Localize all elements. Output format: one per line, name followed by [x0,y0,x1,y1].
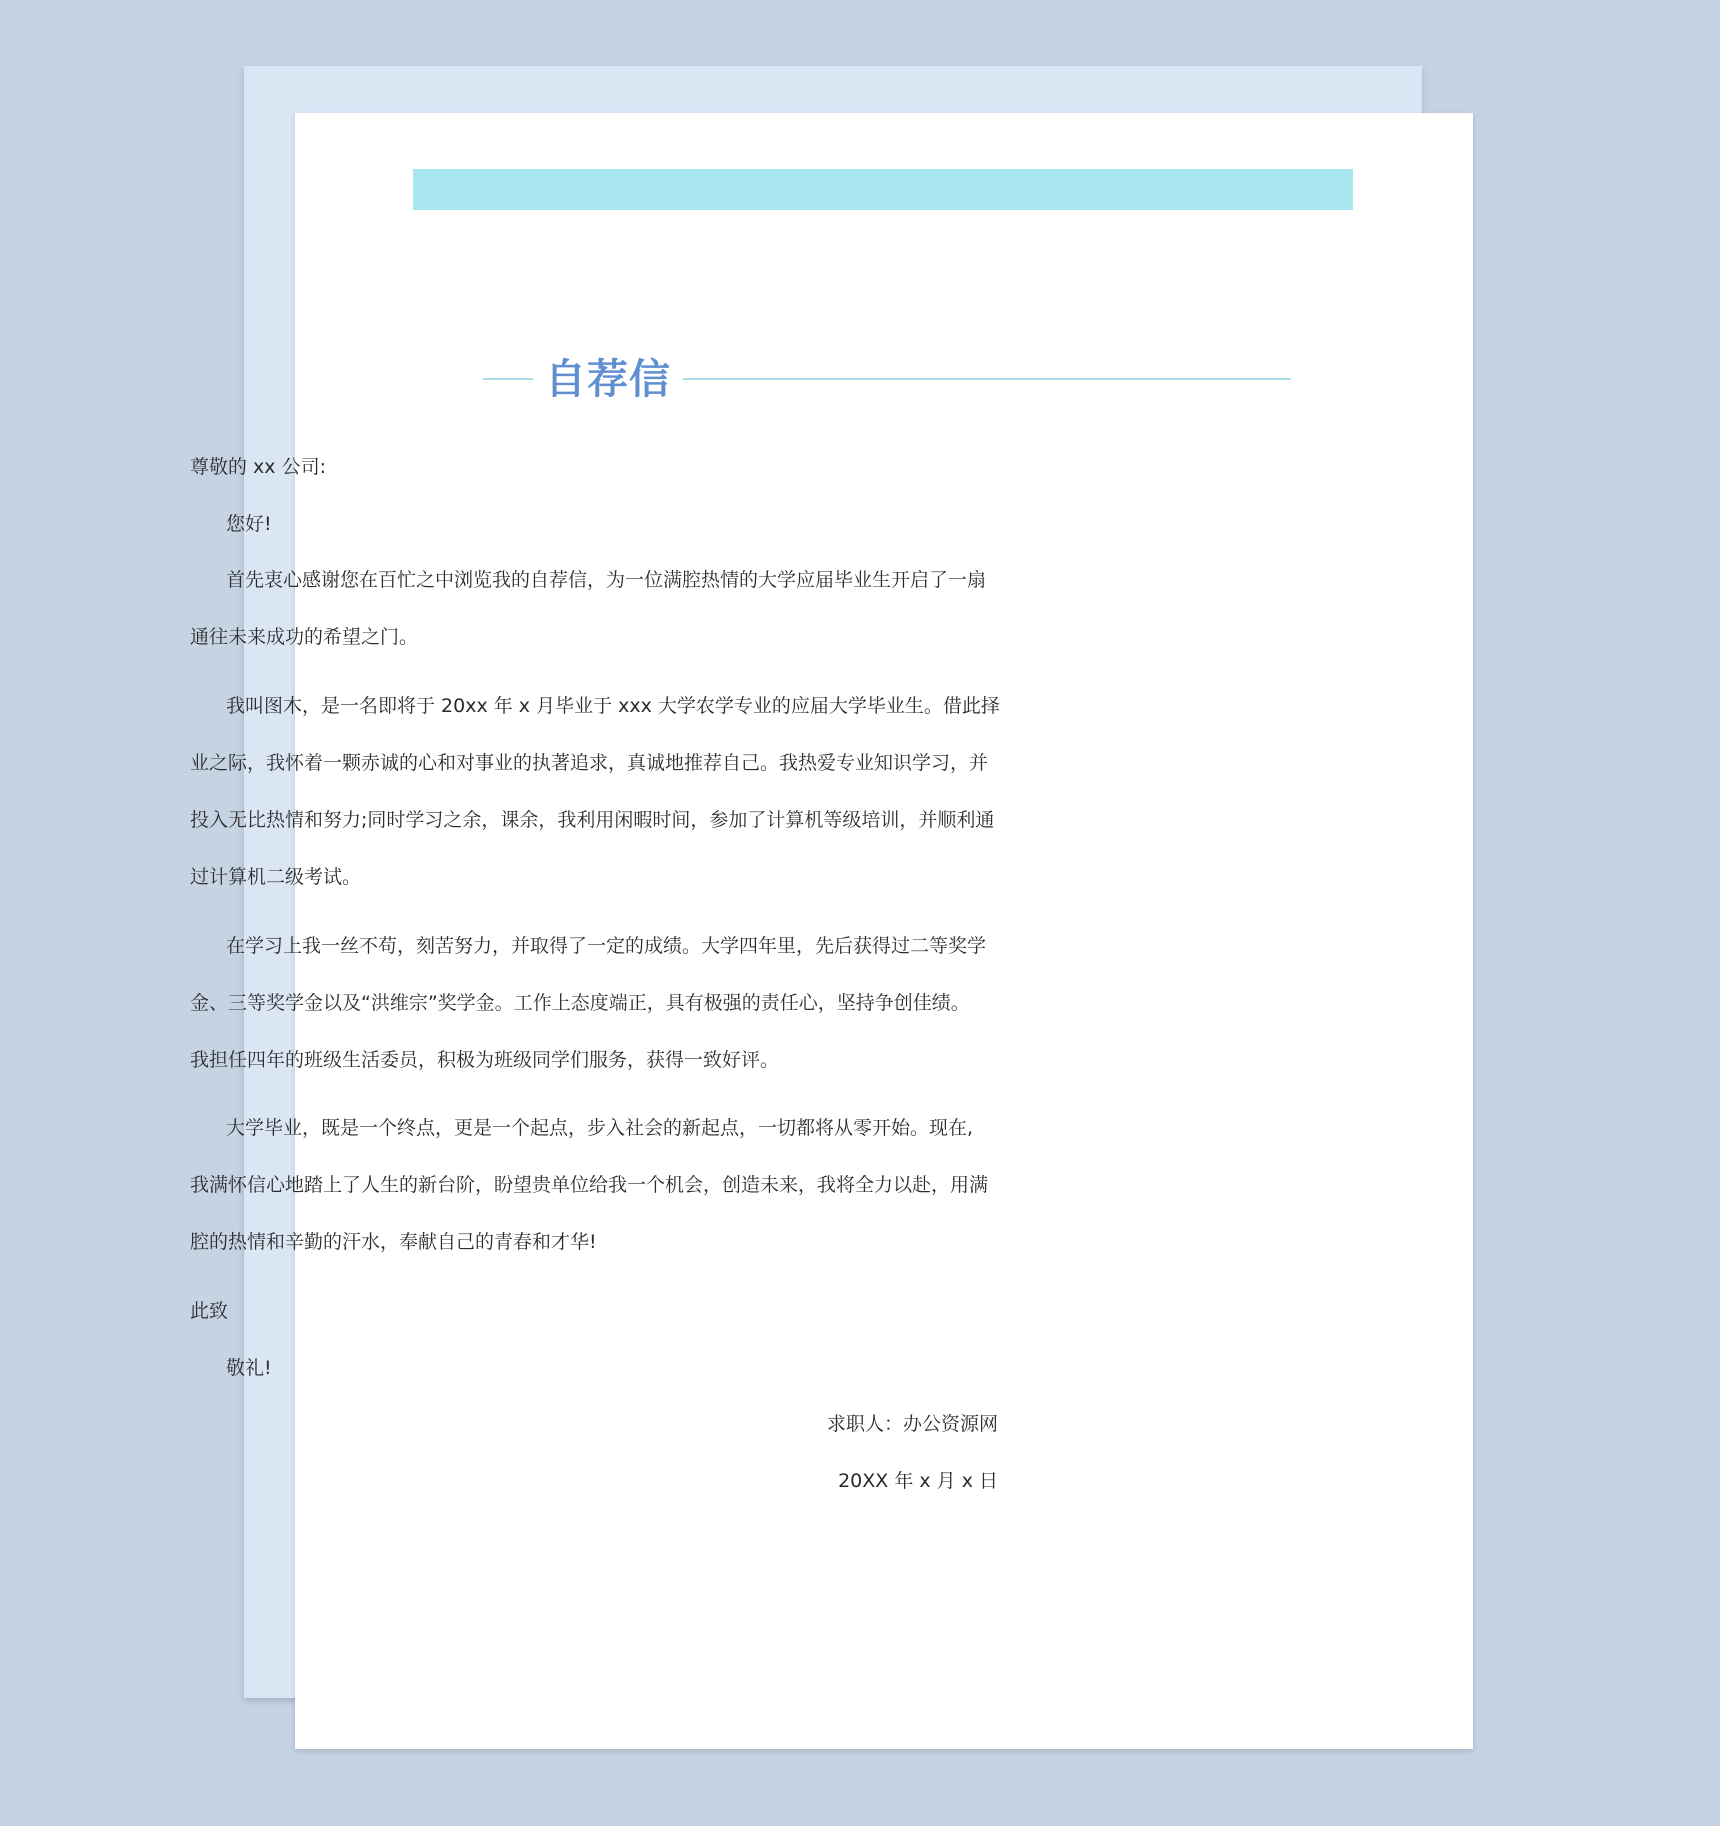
paragraph-2-line-1: 我叫图木，是一名即将于 20xx 年 x 月毕业于 xxx 大学农学专业的应届大学毕业生。借此择 [226,695,1000,717]
title-rule-right [683,378,1291,380]
page-title: 自荐信 [545,355,671,403]
title-rule-left [483,378,533,380]
date: 20XX 年 x 月 x 日 [838,1470,998,1492]
paragraph-1-line-2: 通往未来成功的希望之门。 [190,626,419,648]
greeting: 您好! [226,513,272,535]
salutation: 尊敬的 xx 公司: [190,456,326,478]
closing: 此致 [190,1300,229,1322]
paragraph-3-line-3: 我担任四年的班级生活委员，积极为班级同学们服务，获得一致好评。 [190,1049,780,1071]
paragraph-3-line-1: 在学习上我一丝不苟，刻苦努力，并取得了一定的成绩。大学四年里，先后获得过二等奖学 [226,935,987,957]
header-band [413,169,1353,210]
paragraph-2-line-2: 业之际，我怀着一颗赤诚的心和对事业的执著追求，真诚地推荐自己。我热爱专业知识学习，并 [190,752,989,774]
paragraph-4-line-1: 大学毕业，既是一个终点，更是一个起点，步入社会的新起点，一切都将从零开始。现在, [226,1117,974,1139]
paragraph-1-line-1: 首先衷心感谢您在百忙之中浏览我的自荐信，为一位满腔热情的大学应届毕业生开启了一扇 [226,569,987,591]
paragraph-4-line-2: 我满怀信心地踏上了人生的新台阶，盼望贵单位给我一个机会，创造未来，我将全力以赴，用满 [190,1174,989,1196]
paragraph-2-line-4: 过计算机二级考试。 [190,866,362,888]
regards: 敬礼! [226,1357,272,1379]
paragraph-2-line-3: 投入无比热情和努力;同时学习之余，课余，我利用闲暇时间，参加了计算机等级培训，并顺利通 [190,809,995,831]
title-row [483,349,1291,409]
signature: 求职人：办公资源网 [826,1413,998,1435]
paragraph-3-line-2: 金、三等奖学金以及“洪维宗”奖学金。工作上态度端正，具有极强的责任心，坚持争创佳绩。 [190,992,970,1014]
paragraph-4-line-3: 腔的热情和辛勤的汗水，奉献自己的青春和才华! [190,1231,597,1253]
